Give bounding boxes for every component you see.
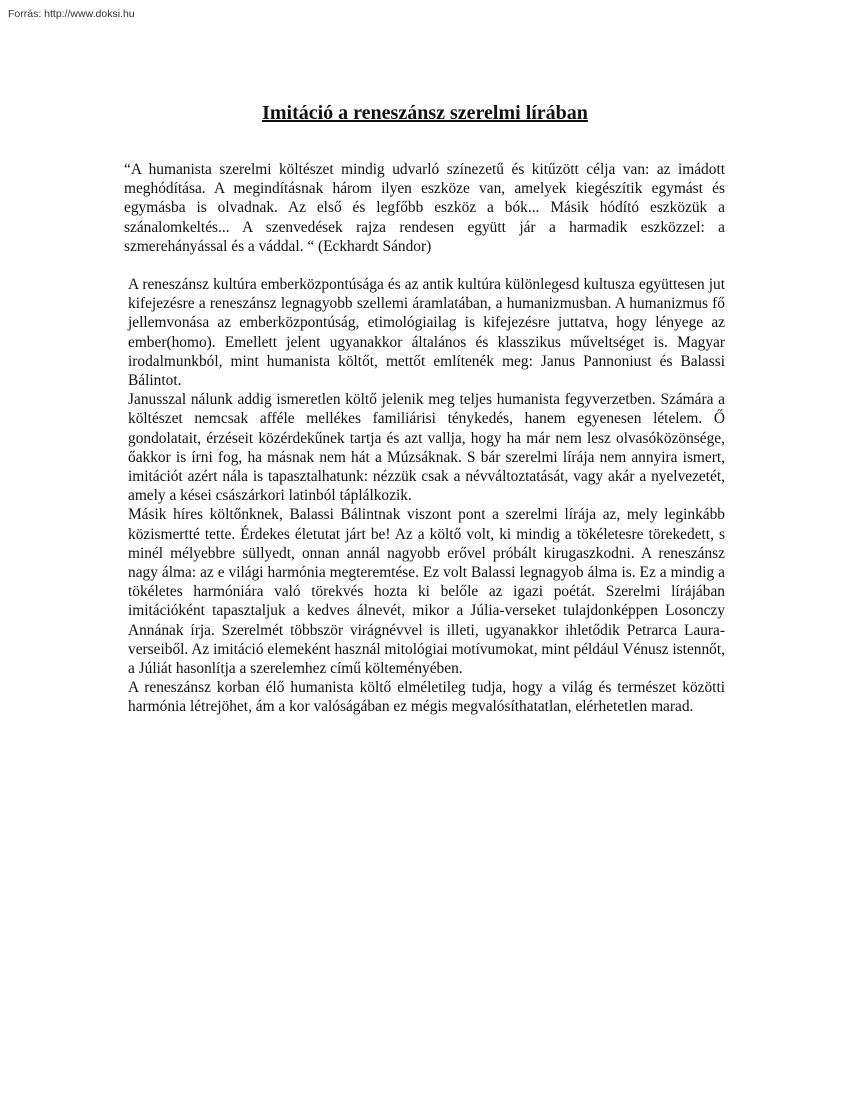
paragraph-1: A reneszánsz kultúra emberközpontúsága és az antik kultúra különlegesd kultusza együttesen jut kifejezésre a reneszánsz legnagyobb szellemi áramlatában, a humanizmusban. A humanizmus fő jellemvonása az emberközpontúság, etimológiailag is kifejezésre juttatva, hogy lényege az ember(homo). Emellett jelent ugyanakkor általános és klasszikus műveltséget is. Magyar irodalmunkból, mint humanista költőt, mettőt említenék meg: Janus Pannoniust és Balassi Bálintot. [128, 276, 725, 390]
document-body [124, 160, 725, 717]
document-title: Imitáció a reneszánsz szerelmi lírában [262, 102, 588, 124]
quote-paragraph: “A humanista szerelmi költészet mindig udvarló színezetű és kitűzött célja van: az imádott meghódítása. A megindításnak három ilyen eszköze van, amelyek kiegészítik egymást és egymásba is olvadnak. Az első és legfőbb eszköz a bók... Másik hódító eszközük a szánalomkeltés... A szenvedések rajza rendesen együtt jár a harmadik eszközzel: a szmerehányással és a váddal. “ (Eckhardt Sándor) [124, 161, 725, 255]
source-url: Forrás: http://www.doksi.hu [8, 8, 135, 20]
paragraph-2: Janusszal nálunk addig ismeretlen költő jelenik meg teljes humanista fegyverzetben. Számára a költészet nemcsak afféle mellékes familiárisi ténykedés, hanem egyenesen lételem. Ő gondolatait, érzéseit közérdekűnek tartja és azt vallja, hogy ha már nem lesz olvasóközönsége, őakkor is írni fog, ha másnak nem hát a Múzsáknak. S bár szerelmi lírája nem annyira ismert, imitációt azért nála is tapasztalhatunk: nézzük csak a névváltoztatását, vagy akár a nyelvezetét, amely a kései császárkori latinból táplálkozik. [128, 391, 725, 505]
paragraph-4: A reneszánsz korban élő humanista költő elméletileg tudja, hogy a világ és természet közötti harmónia létrejöhet, ám a kor valóságában ez mégis megvalósíthatatlan, elérhetetlen marad. [128, 679, 725, 716]
paragraph-3: Másik híres költőnknek, Balassi Bálintnak viszont pont a szerelmi lírája az, mely leginkább közismertté tette. Érdekes életutat járt be! Az a költő volt, ki mindig a tökéletesre törekedett, s minél mélyebbre süllyedt, onnan annál nagyobb erővel próbált kirugaszkodni. A reneszánsz nagy álma: az e világi harmónia megteremtése. Ez volt Balassi legnagyob álma is. Ez a mindig a tökéletes harmóniára való törekvés hozta ki belőle az igazi poétát. Szerelmi lírájában imitációként tapasztaljuk a kedves álnevét, mikor a Júlia-verseket tulajdonképpen Losonczy Annának írja. Szerelmét többször virágnévvel is illeti, ugyanakkor ihletődik Petrarca Laura-verseiből. Az imitáció elemeként használ mitológiai motívumokat, mint például Vénusz istennőt, a Júliát hasonlítja a szerelemhez című költeményében. [128, 506, 725, 678]
